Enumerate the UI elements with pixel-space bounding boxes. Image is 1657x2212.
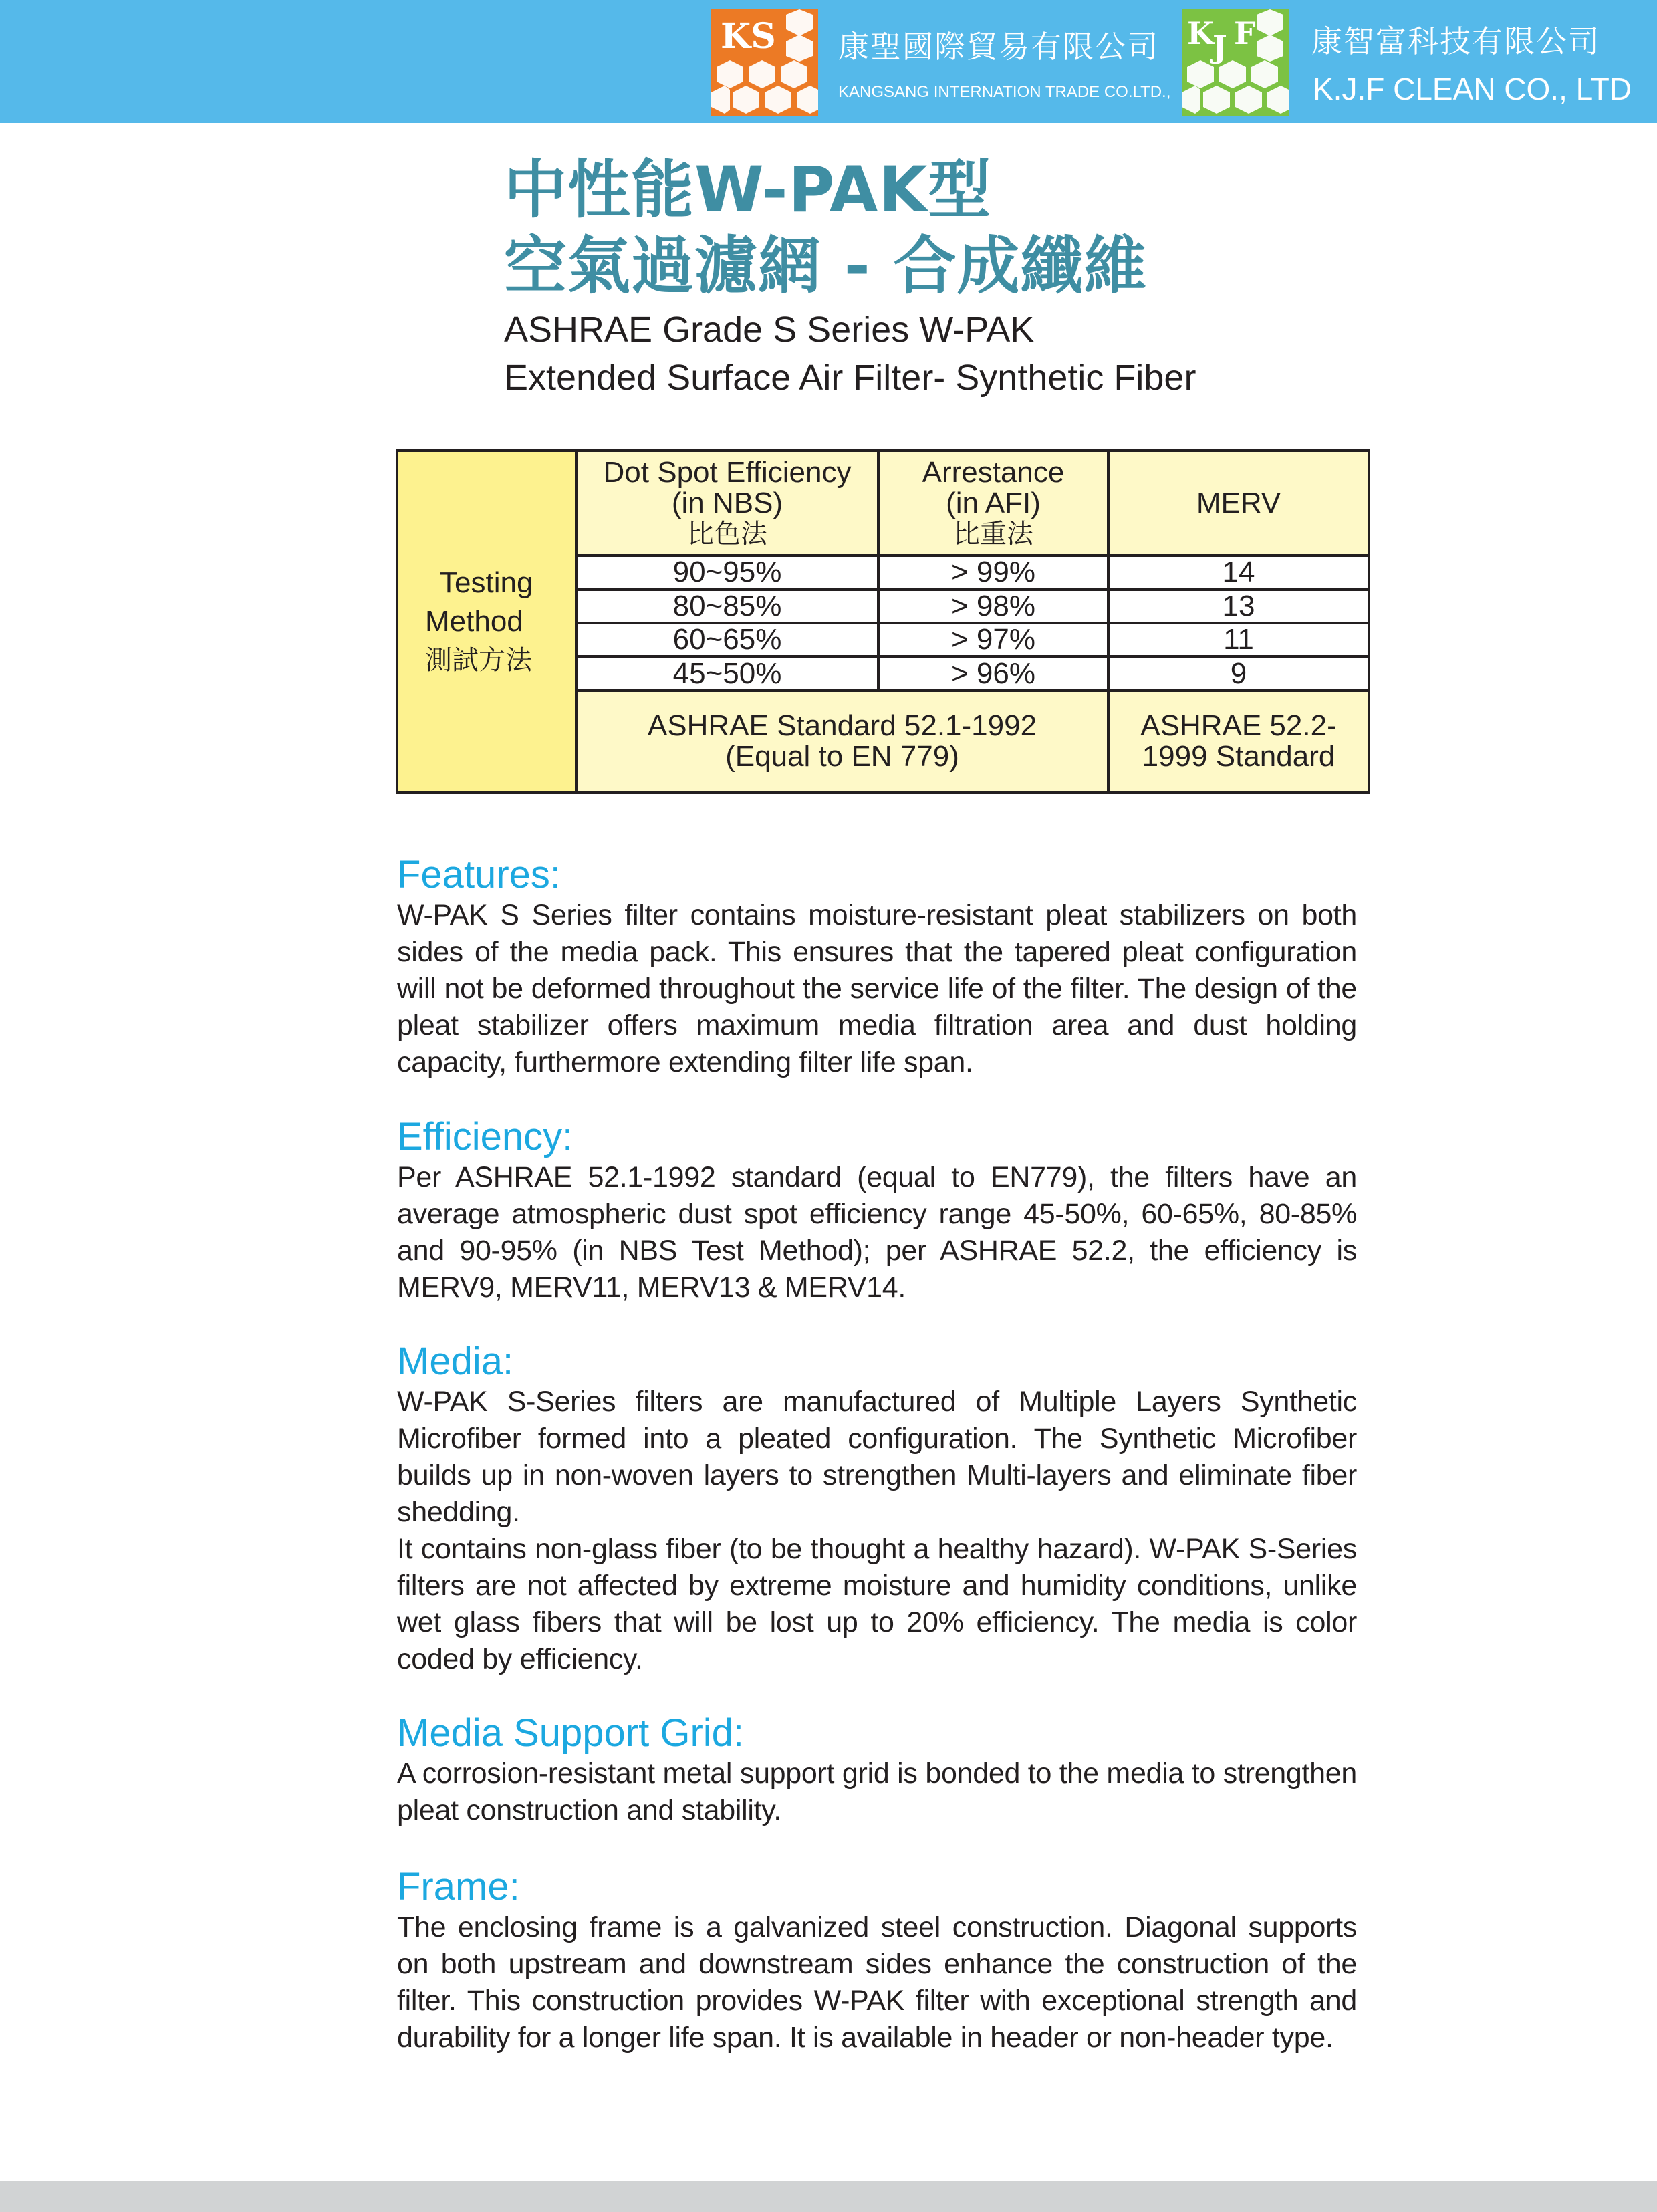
media-heading: Media:: [397, 1340, 514, 1383]
title-en-line-1: ASHRAE Grade S Series W-PAK: [504, 310, 1035, 350]
features-section: [397, 853, 1357, 1081]
standard-52-1-line-1: ASHRAE Standard 52.1-1992: [647, 709, 1037, 743]
svg-text:KS: KS: [721, 16, 776, 57]
col-efficiency-header-zh: 比色法: [687, 518, 767, 549]
media-section: [397, 1340, 1357, 1678]
merv-cell: 9: [1108, 656, 1369, 690]
merv-cell: 13: [1108, 590, 1369, 623]
col-arrestance-header-zh: 比重法: [953, 518, 1033, 549]
ks-logo: [711, 9, 818, 116]
col-arrestance-header-line-2: (in AFI): [946, 486, 1041, 519]
arrestance-cell: > 96%: [878, 656, 1108, 690]
media-body-2: It contains non-glass fiber (to be thought a healthy hazard). W-PAK S-Series filters are not affected by extreme moisture and humidity conditions, unlike wet glass fibers that will be lost up to 20% efficiency. The media is color coded by efficiency.: [397, 1533, 1357, 1675]
standard-52-2-cell: [1108, 691, 1369, 793]
testing-method-label-zh: 測試方法: [425, 645, 532, 676]
efficiency-section: [397, 1115, 1357, 1306]
svg-text:K: K: [1187, 15, 1214, 51]
features-body: W-PAK S Series filter contains moisture-resistant pleat stabilizers on both sides of the media pack. This ensures that the tapered pleat configuration will not be deformed throughout the service life of the filter. The design of the pleat stabilizer offers maximum media filtration area and dust holding capacity, furthermore extending filter life span.: [397, 899, 1357, 1078]
svg-text:J: J: [1213, 29, 1227, 65]
table-header-row: [397, 451, 1369, 556]
standard-52-2-line-2: 1999 Standard: [1142, 740, 1335, 773]
svg-text:F: F: [1234, 15, 1256, 51]
media-support-grid-section: [397, 1711, 1357, 1829]
efficiency-cell: 80~85%: [576, 590, 878, 623]
footer-bar: [0, 2181, 1657, 2212]
arrestance-cell: > 99%: [878, 556, 1108, 589]
spec-table: [396, 449, 1370, 794]
features-heading: Features:: [397, 853, 561, 896]
efficiency-cell: 45~50%: [576, 656, 878, 690]
col-efficiency-header: [576, 451, 878, 556]
efficiency-heading: Efficiency:: [397, 1115, 573, 1158]
standard-52-2-line-1: ASHRAE 52.2-: [1140, 709, 1337, 743]
kjf-company-name-zh: 康智富科技有限公司: [1311, 23, 1600, 59]
ks-company-name-en: KANGSANG INTERNATION TRADE CO.LTD.,: [838, 83, 1171, 101]
kjf-company-name-en: K.J.F CLEAN CO., LTD: [1313, 72, 1632, 106]
title-en-line-2: Extended Surface Air Filter- Synthetic Fiber: [504, 358, 1196, 398]
col-merv-header: MERV: [1108, 451, 1369, 556]
kjf-logo: [1182, 9, 1289, 116]
header-banner: [0, 0, 1657, 123]
testing-method-label-2: Method: [425, 605, 523, 638]
media-body-1: W-PAK S-Series filters are manufactured of Multiple Layers Synthetic Microfiber formed into a pleated configuration. The Synthetic Microfiber builds up in non-woven layers to strengthen Multi-layers and eliminate fiber shedding.: [397, 1386, 1357, 1528]
arrestance-cell: > 98%: [878, 590, 1108, 623]
efficiency-cell: 90~95%: [576, 556, 878, 589]
frame-heading: Frame:: [397, 1865, 520, 1909]
frame-body: The enclosing frame is a galvanized steel construction. Diagonal supports on both upstream and downstream sides enhance the construction of the filter. This construction provides W-PAK filter with exceptional strength and durability for a longer life span. It is available in header or non-header type.: [397, 1911, 1357, 2054]
media-support-grid-heading: Media Support Grid:: [397, 1711, 745, 1755]
col-arrestance-header-line-1: Arrestance: [922, 455, 1065, 489]
ks-company-name-zh: 康聖國際貿易有限公司: [838, 29, 1159, 65]
efficiency-cell: 60~65%: [576, 623, 878, 656]
standard-52-1-cell: [576, 691, 1108, 793]
testing-method-cell: [397, 451, 576, 793]
title-zh-line-1: 中性能W-PAK型: [504, 154, 992, 227]
efficiency-body: Per ASHRAE 52.1-1992 standard (equal to EN779), the filters have an average atmospheric dust spot efficiency range 45-50%, 60-65%, 80-85% and 90-95% (in NBS Test Method); per ASHRAE 52.2, the efficiency is MERV9, MERV11, MERV13 & MERV14.: [397, 1161, 1357, 1304]
col-arrestance-header: [878, 451, 1108, 556]
testing-method-label-1: Testing: [440, 566, 533, 599]
merv-cell: 11: [1108, 623, 1369, 656]
frame-section: [397, 1865, 1357, 2056]
merv-cell: 14: [1108, 556, 1369, 589]
col-efficiency-header-line-1: Dot Spot Efficiency: [603, 455, 852, 489]
arrestance-cell: > 97%: [878, 623, 1108, 656]
title-zh-line-2: 空氣過濾網 - 合成纖維: [504, 230, 1148, 303]
media-support-grid-body: A corrosion-resistant metal support grid is bonded to the media to strengthen pleat construction and stability.: [397, 1757, 1357, 1826]
col-efficiency-header-line-2: (in NBS): [671, 486, 783, 519]
standard-52-1-line-2: (Equal to EN 779): [725, 740, 959, 773]
